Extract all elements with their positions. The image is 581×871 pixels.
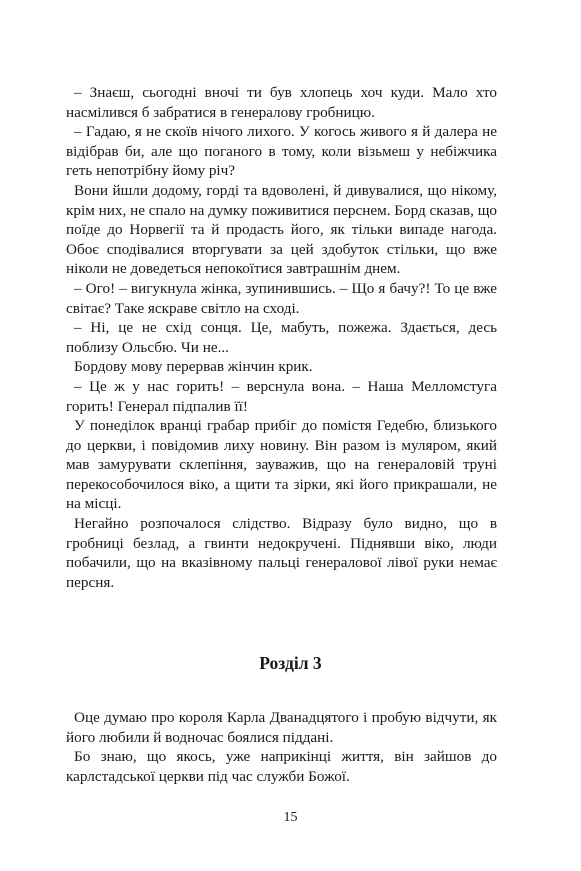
paragraph: Бордову мову перервав жінчин крик. [74,358,313,376]
page-number: 15 [283,810,298,825]
main-text-block [66,83,497,592]
paragraph: Бо знаю, що якось, уже наприкінці життя, він зайшов до карлстадської церкви під час служби Божої. [66,748,497,785]
chapter-heading: Розділ 3 [259,653,322,673]
paragraph: – Ого! – вигукнула жінка, зупинившись. – Що я бачу?! То це вже світає? Таке яскраве світло на сході. [66,279,497,317]
paragraph: – Знаєш, сьогодні вночі ти був хлопець хоч куди. Мало хто насмілився б забратися в генералову гробницю. [66,84,497,121]
paragraph: – Гадаю, я не скоїв нічого лихого. У когось живого я й далера не відібрав би, але що поганого в тому, коли візьмеш у небіжчика геть непотрібну йому річ? [66,123,497,180]
paragraph: – Ні, це не схід сонця. Це, мабуть, пожежа. Здається, десь поблизу Ольсбю. Чи не... [66,319,497,356]
paragraph: – Це ж у нас горить! – верснула вона. – Наша Мелломстуга горить! Генерал підпалив її! [66,377,497,415]
paragraph: У понеділок вранці грабар прибіг до помістя Гедебю, близького до церкви, і повідомив лиху новину. Він разом із муляром, який мав замурувати склепіння, зауважив, що на генераловій труні перекособочилося віко, а щити та зірки, які його прикрашали, не на місці. [66,417,497,513]
paragraph: Оце думаю про короля Карла Дванадцятого і пробую відчути, як його любили й водночас боялися піддані. [66,709,497,746]
paragraph: Негайно розпочалося слідство. Відразу було видно, що в гробниці безлад, а гвинти недокручені. Піднявши віко, люди побачили, що на вказівному пальці генералової лівої руки немає персня. [66,515,497,591]
chapter-text-block [66,708,497,786]
paragraph: Вони йшли додому, горді та вдоволені, й дивувалися, що нікому, крім них, не спало на думку поживитися перснем. Борд сказав, що поїде до Норвегії та й продасть його, як тільки випаде нагода. Обоє сподівалися вторгувати за цей здобуток стільки, що вже ніколи не доведеться непокоїтися завтрашнім днем. [66,181,497,278]
